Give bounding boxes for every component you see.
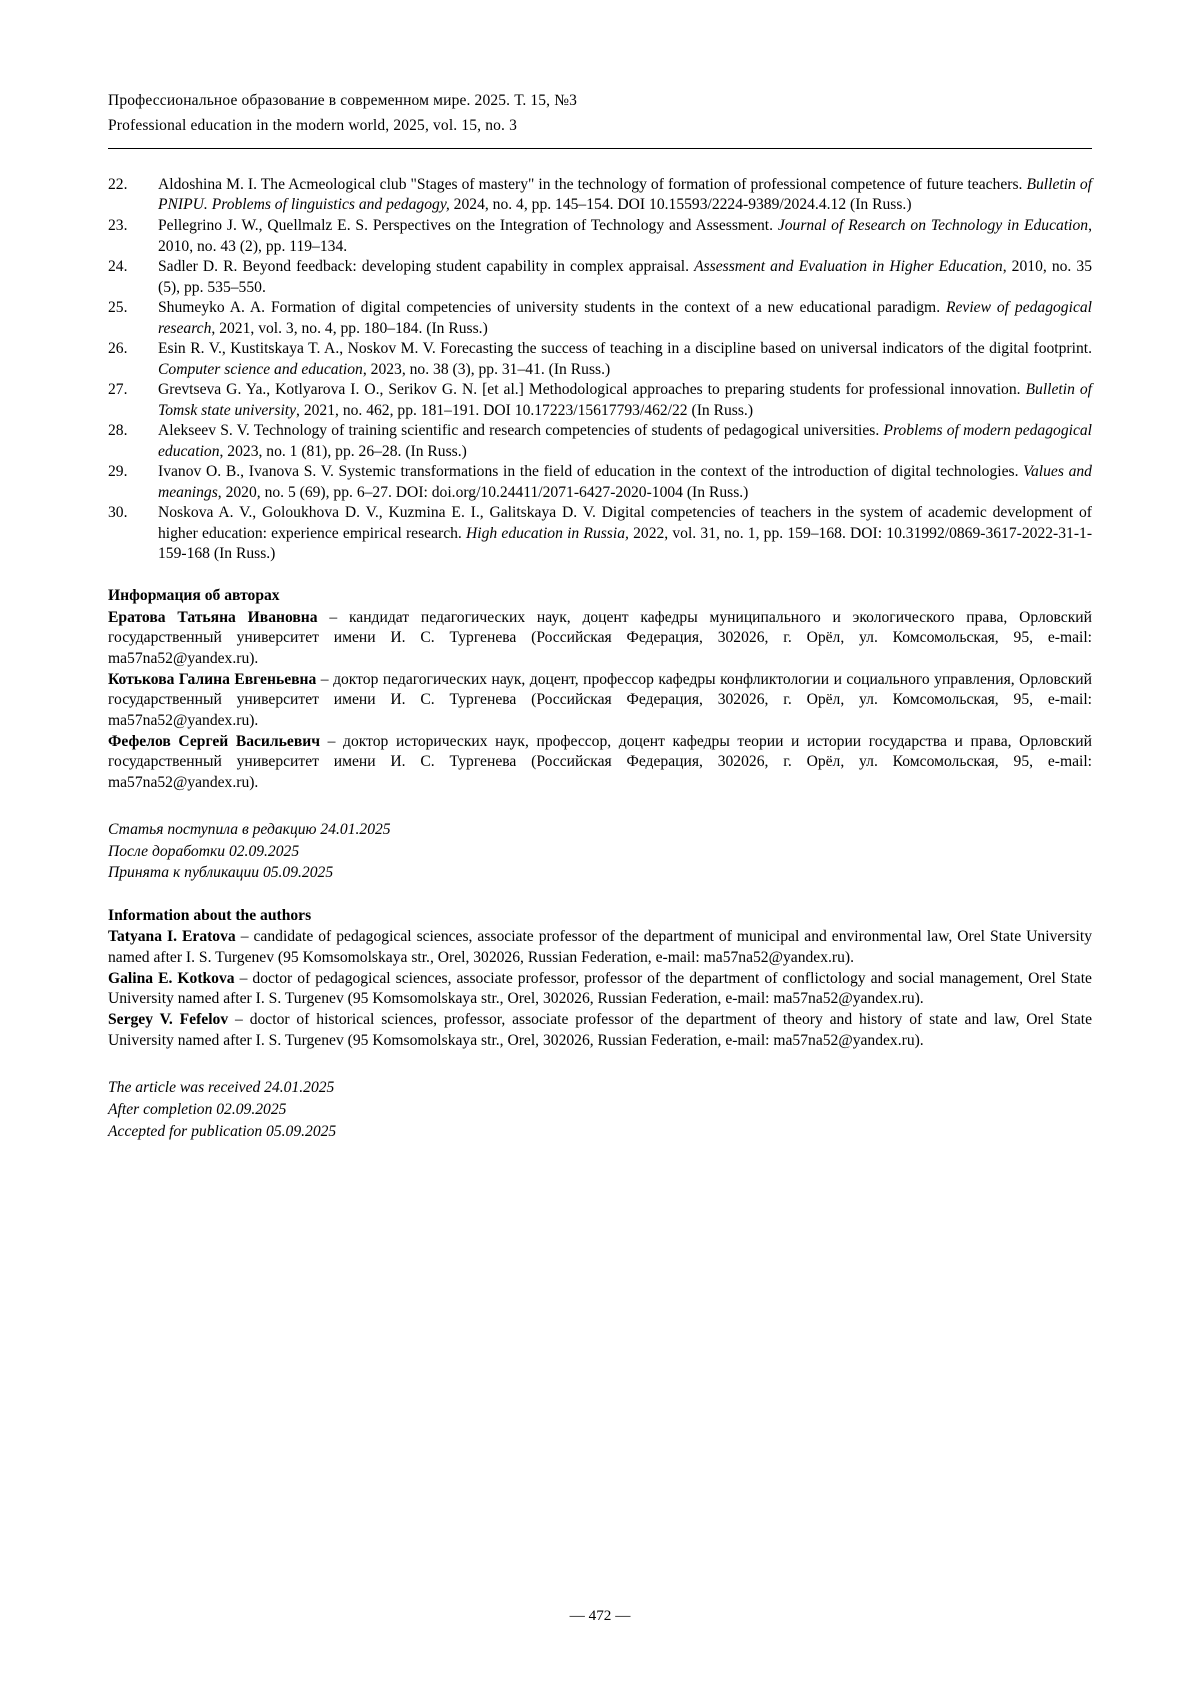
author-affiliation-en-3: – doctor of historical sciences, professor, associate professor of the department of theory and history of state and law, Orel State University named after I. S. Turgenev (95 Komsomolskaya str., Orel, 302026, Russian Federation, e-mail: ma57na52@yandex.ru). [108,1011,1092,1049]
reference-number: 24. [108,258,128,276]
author-entry-en [108,1010,1092,1051]
author-entry-ru [108,670,1092,732]
authors-section-en [108,906,1092,1052]
reference-text-7: Alekseev S. V. Technology of training scientific and research competencies of students of pedagogical universities. [158,422,884,440]
reference-number: 22. [108,176,128,194]
author-entry-en [108,927,1092,968]
reference-source-2: Journal of Research on Technology in Education [777,217,1089,235]
date-revised-en: After completion 02.09.2025 [108,1100,287,1118]
reference-text-2b: , 2010, no. 43 (2), pp. 119–134. [158,217,1092,255]
author-name-ru-2: Котькова Галина Евгеньевна [108,670,317,688]
page-number: — 472 — [569,1607,631,1624]
reference-item [108,257,1092,298]
reference-text-1: Aldoshina M. I. The Acmeological club "Stages of mastery" in the technology of formation of professional competence of future teachers. [158,176,1027,194]
reference-source-6: Bulletin of Tomsk state university [158,381,1092,419]
reference-number: 30. [108,504,128,522]
author-entry-en [108,969,1092,1010]
page-footer [0,1607,1200,1625]
reference-source-3: Assessment and Evaluation in Higher Education [694,258,1003,276]
reference-source-5: Computer science and education [158,360,363,378]
reference-text-6: Grevtseva G. Ya., Kotlyarova I. O., Serikov G. N. [et al.] Methodological approaches to preparing students for professional innovation. [158,381,1026,399]
reference-source-8: Values and meanings [158,463,1092,501]
dates-en [108,1077,1092,1142]
reference-text-2: Pellegrino J. W., Quellmalz E. S. Perspectives on the Integration of Technology and Assessment. [158,217,778,235]
reference-source-9: High education in Russia, [466,524,629,542]
author-name-ru-3: Фефелов Сергей Васильевич [108,732,321,750]
reference-text-7b: , 2023, no. 1 (81), pp. 26–28. (In Russ.) [219,442,467,460]
reference-number: 26. [108,340,128,358]
reference-number: 27. [108,381,128,399]
reference-list [108,175,1092,564]
reference-source-7: Problems of modern pedagogical education [158,422,1093,460]
reference-number: 23. [108,217,128,235]
reference-text-8b: , 2020, no. 5 (69), pp. 6–27. DOI: doi.org/10.24411/2071-6427-2020-1004 (In Russ.) [217,483,749,501]
reference-text-3b: , 2010, no. 35 (5), pp. 535–550. [158,258,1092,296]
header-divider [108,148,1092,149]
author-name-ru-1: Ератова Татьяна Ивановна [108,608,318,626]
reference-text-9b: 2022, vol. 31, no. 1, pp. 159–168. DOI: 10.31992/0869-3617-2022-31-1-159-168 (In Russ.) [158,524,1093,562]
running-head-ru: Профессиональное образование в современном мире. 2025. Т. 15, №3 [108,92,578,109]
reference-number: 28. [108,422,128,440]
date-revised-ru: После доработки 02.09.2025 [108,842,300,860]
reference-text-1b: 2024, no. 4, pp. 145–154. DOI 10.15593/2224-9389/2024.4.12 (In Russ.) [449,196,912,214]
reference-item [108,298,1092,339]
author-affiliation-en-1: – candidate of pedagogical sciences, associate professor of the department of municipal and environmental law, Orel State University named after I. S. Turgenev (95 Komsomolskaya str., Orel, 302026, Russian Federation, e-mail: ma57na52@yandex.ru). [108,928,1092,966]
reference-item [108,503,1092,564]
reference-text-8: Ivanov O. B., Ivanova S. V. Systemic transformations in the field of education in the context of the introduction of digital technologies. [158,463,1024,481]
reference-item [108,216,1092,257]
running-head [108,88,1092,138]
author-affiliation-ru-3: – доктор исторических наук, профессор, доцент кафедры теории и истории государства и права, Орловский государственный университет имени И. С. Тургенева (Российская Федерация, 302026, г. Орёл, ул. Комсомольская, 95, e-mail: ma57na52@yandex.ru). [108,732,1093,791]
reference-text-4b: , 2021, vol. 3, no. 4, pp. 180–184. (In Russ.) [211,319,488,337]
reference-text-5: Esin R. V., Kustitskaya T. A., Noskov M. V. Forecasting the success of teaching in a discipline based on universal indicators of the digital footprint. [158,340,1092,358]
authors-en-title: Information about the authors [108,906,312,924]
reference-text-4: Shumeyko A. A. Formation of digital competencies of university students in the context of a new educational paradigm. [158,299,946,317]
author-affiliation-en-2: – doctor of pedagogical sciences, associate professor, professor of the department of conflictology and social management, Orel State University named after I. S. Turgenev (95 Komsomolskaya str., Orel, 302026, Russian Federation, e-mail: ma57na52@yandex.ru). [108,969,1092,1008]
reference-item [108,462,1092,503]
reference-number: 25. [108,299,128,317]
authors-ru-title: Информация об авторах [108,587,280,605]
reference-text-3: Sadler D. R. Beyond feedback: developing student capability in complex appraisal. [158,258,695,276]
dates-ru [108,819,1092,884]
reference-number: 29. [108,463,128,481]
reference-item [108,380,1092,421]
reference-source-4: Review of pedagogical research [158,299,1092,337]
reference-text-5b: , 2023, no. 38 (3), pp. 31–41. (In Russ.) [362,360,611,378]
reference-source-1: Bulletin of PNIPU. Problems of linguistics and pedagogy, [158,176,1092,214]
reference-item [108,339,1092,380]
authors-section-ru [108,586,1092,793]
date-accepted-en: Accepted for publication 05.09.2025 [108,1122,337,1140]
reference-text-6b: , 2021, no. 462, pp. 181–191. DOI 10.17223/15617793/462/22 (In Russ.) [296,401,754,419]
author-affiliation-ru-1: – кандидат педагогических наук, доцент кафедры муниципального и экологического права, Орловский государственный университет имени И. С. Тургенева (Российская Федерация, 302026, г. Орёл, ул. Комсомольская, 95, e-mail: ma57na52@yandex.ru). [108,608,1092,667]
date-accepted-ru: Принята к публикации 05.09.2025 [108,864,334,882]
reference-item [108,421,1092,462]
author-affiliation-ru-2: – доктор педагогических наук, доцент, профессор кафедры конфликтологии и социального управления, Орловский государственный университет имени И. С. Тургенева (Российская Федерация, 302026, г. Орёл, ул. Комсомольская, 95, e-mail: ma57na52@yandex.ru). [108,670,1092,729]
author-name-en-1: Tatyana I. Eratova [108,928,236,946]
running-head-en: Professional education in the modern world, 2025, vol. 15, no. 3 [108,117,517,135]
reference-item [108,175,1092,216]
date-received-ru: Статья поступила в редакцию 24.01.2025 [108,821,391,839]
author-name-en-3: Sergey V. Fefelov [108,1011,229,1029]
author-name-en-2: Galina E. Kotkova [108,969,235,987]
date-received-en: The article was received 24.01.2025 [108,1079,335,1097]
author-entry-ru [108,608,1092,670]
author-entry-ru [108,732,1092,794]
reference-text-9: Noskova A. V., Goloukhova D. V., Kuzmina E. I., Galitskaya D. V. Digital competencies of teachers in the system of academic development of higher education: experience empirical research. [158,504,1092,542]
